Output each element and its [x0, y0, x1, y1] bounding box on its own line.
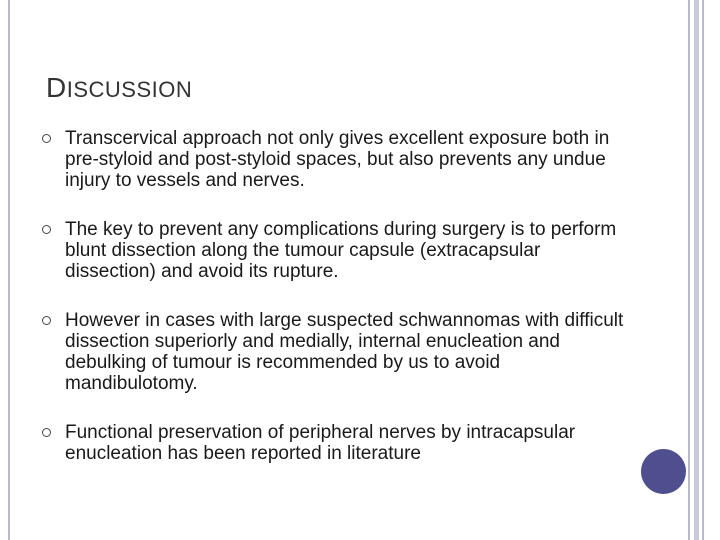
circle-bullet-icon	[42, 134, 51, 143]
bullet-item	[42, 310, 632, 394]
bullet-text: Transcervical approach not only gives excellent exposure both in pre-styloid and post-styloid spaces, but also prevents any undue injury to vessels and nerves.	[65, 128, 610, 191]
decorative-circle	[641, 449, 686, 494]
bullet-item	[42, 219, 632, 282]
slide-title-initial: D	[46, 72, 67, 103]
circle-bullet-icon	[42, 316, 51, 325]
right-rule-inner	[702, 0, 704, 540]
right-decorative-rules	[688, 0, 704, 540]
bullet-text: The key to prevent any complications during surgery is to perform blunt dissection along the tumour capsule (extracapsular dissection) and avoid its rupture.	[65, 219, 617, 282]
bullet-text: However in cases with large suspected schwannomas with difficult dissection superiorly and medially, internal enucleation and debulking of tumour is recommended by us to avoid mandibulotomy.	[65, 310, 624, 394]
right-rule-middle	[694, 0, 699, 540]
bullet-list	[42, 128, 632, 492]
bullet-item	[42, 422, 632, 464]
circle-bullet-icon	[42, 428, 51, 437]
bullet-text: Functional preservation of peripheral nerves by intracapsular enucleation has been reported in literature	[65, 422, 576, 464]
slide-title-rest: ISCUSSION	[66, 77, 193, 102]
left-decorative-rule	[8, 0, 10, 540]
right-rule-outer	[688, 0, 690, 540]
slide-title	[46, 72, 192, 104]
circle-bullet-icon	[42, 225, 51, 234]
bullet-item	[42, 128, 632, 191]
